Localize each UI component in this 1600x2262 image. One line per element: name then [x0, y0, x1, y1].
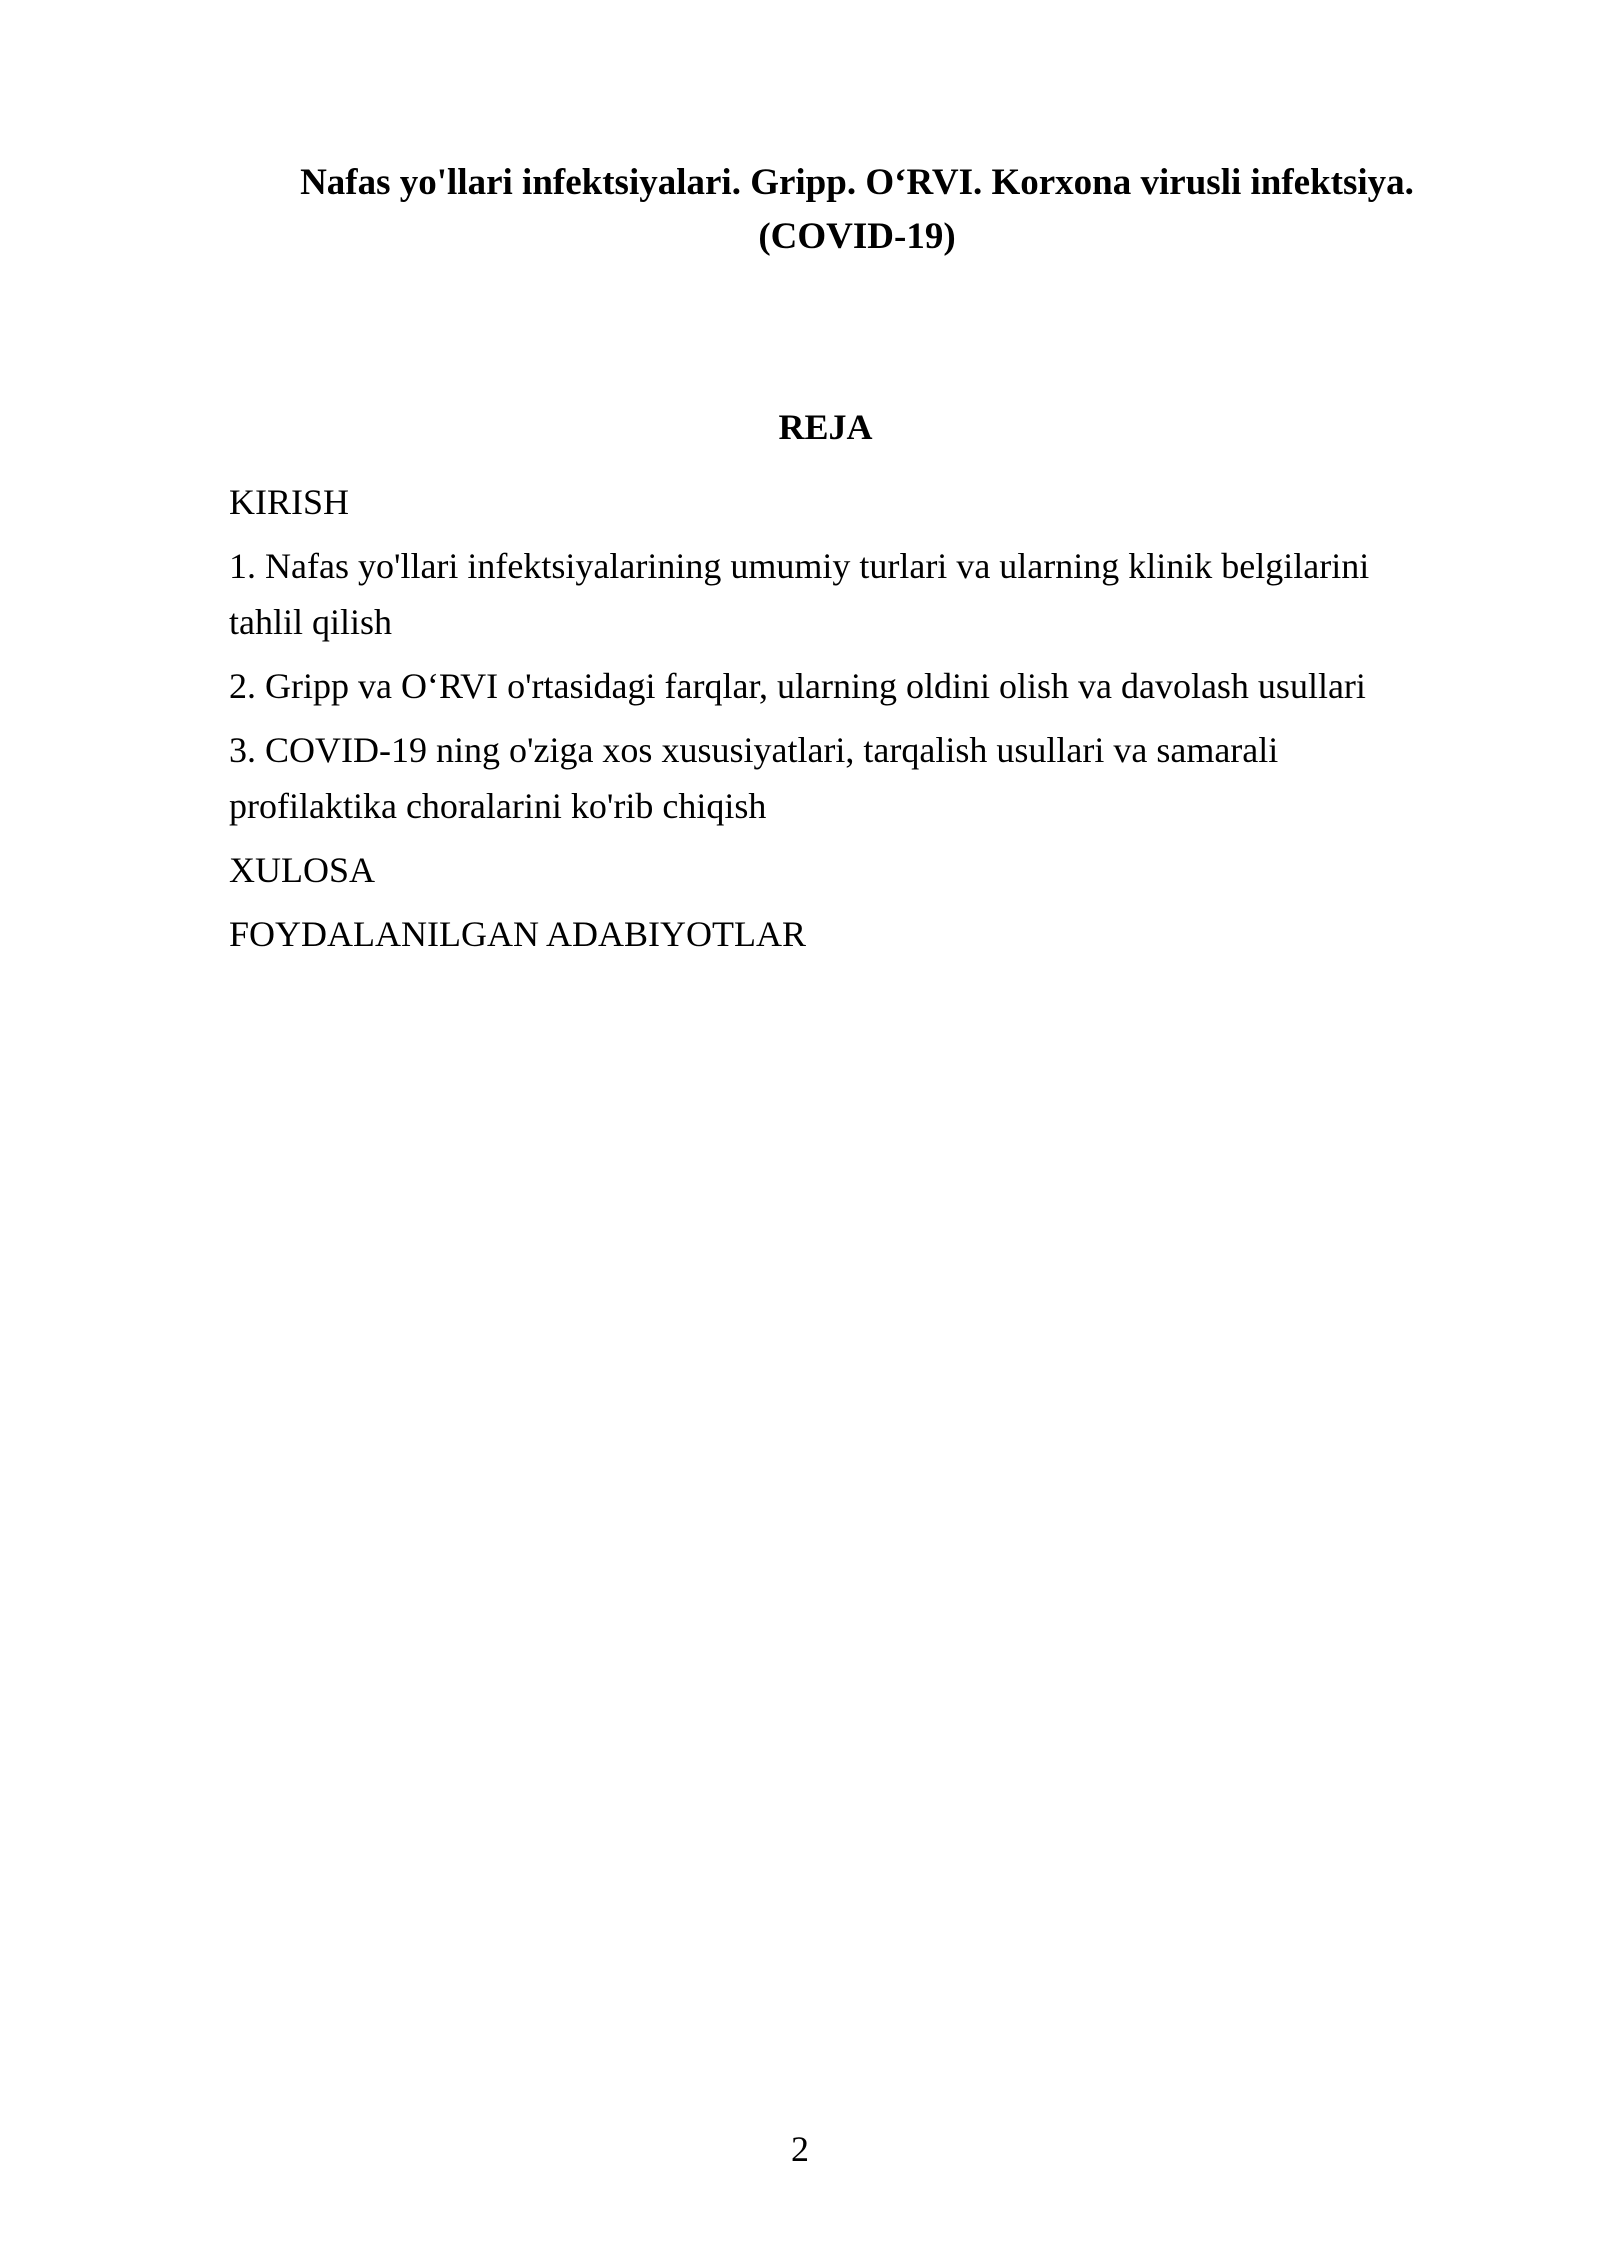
toc-item-line: 2. Gripp va O‘RVI o'rtasidagi farqlar, ularning oldini olish va davolash usullari [229, 666, 1366, 706]
toc-item-line: profilaktika choralarini ko'rib chiqish [229, 786, 767, 826]
toc-item-2 [229, 658, 1429, 714]
title-line: (COVID-19) [758, 216, 956, 257]
plan-heading: REJA [778, 407, 873, 447]
title-line: Nafas yo'llari infektsiyalari. Gripp. O‘RVI. Korxona virusli infektsiya. [300, 162, 1414, 203]
toc-item-line: tahlil qilish [229, 602, 393, 642]
document-title [282, 156, 1432, 264]
toc-item-line: FOYDALANILGAN ADABIYOTLAR [229, 914, 806, 954]
toc-item-line: 1. Nafas yo'llari infektsiyalarining umumiy turlari va ularning klinik belgilarini [229, 546, 1370, 586]
toc-item-references [229, 906, 1429, 962]
page-number: 2 [791, 2129, 809, 2169]
table-of-contents [229, 474, 1429, 970]
toc-item-line: XULOSA [229, 850, 376, 890]
toc-item-3 [229, 722, 1429, 834]
toc-item-introduction [229, 474, 1429, 530]
toc-item-line: 3. COVID-19 ning o'ziga xos xususiyatlari, tarqalish usullari va samarali [229, 730, 1279, 770]
toc-item-line: KIRISH [229, 482, 350, 522]
toc-item-1 [229, 538, 1429, 650]
toc-item-conclusion [229, 842, 1429, 898]
